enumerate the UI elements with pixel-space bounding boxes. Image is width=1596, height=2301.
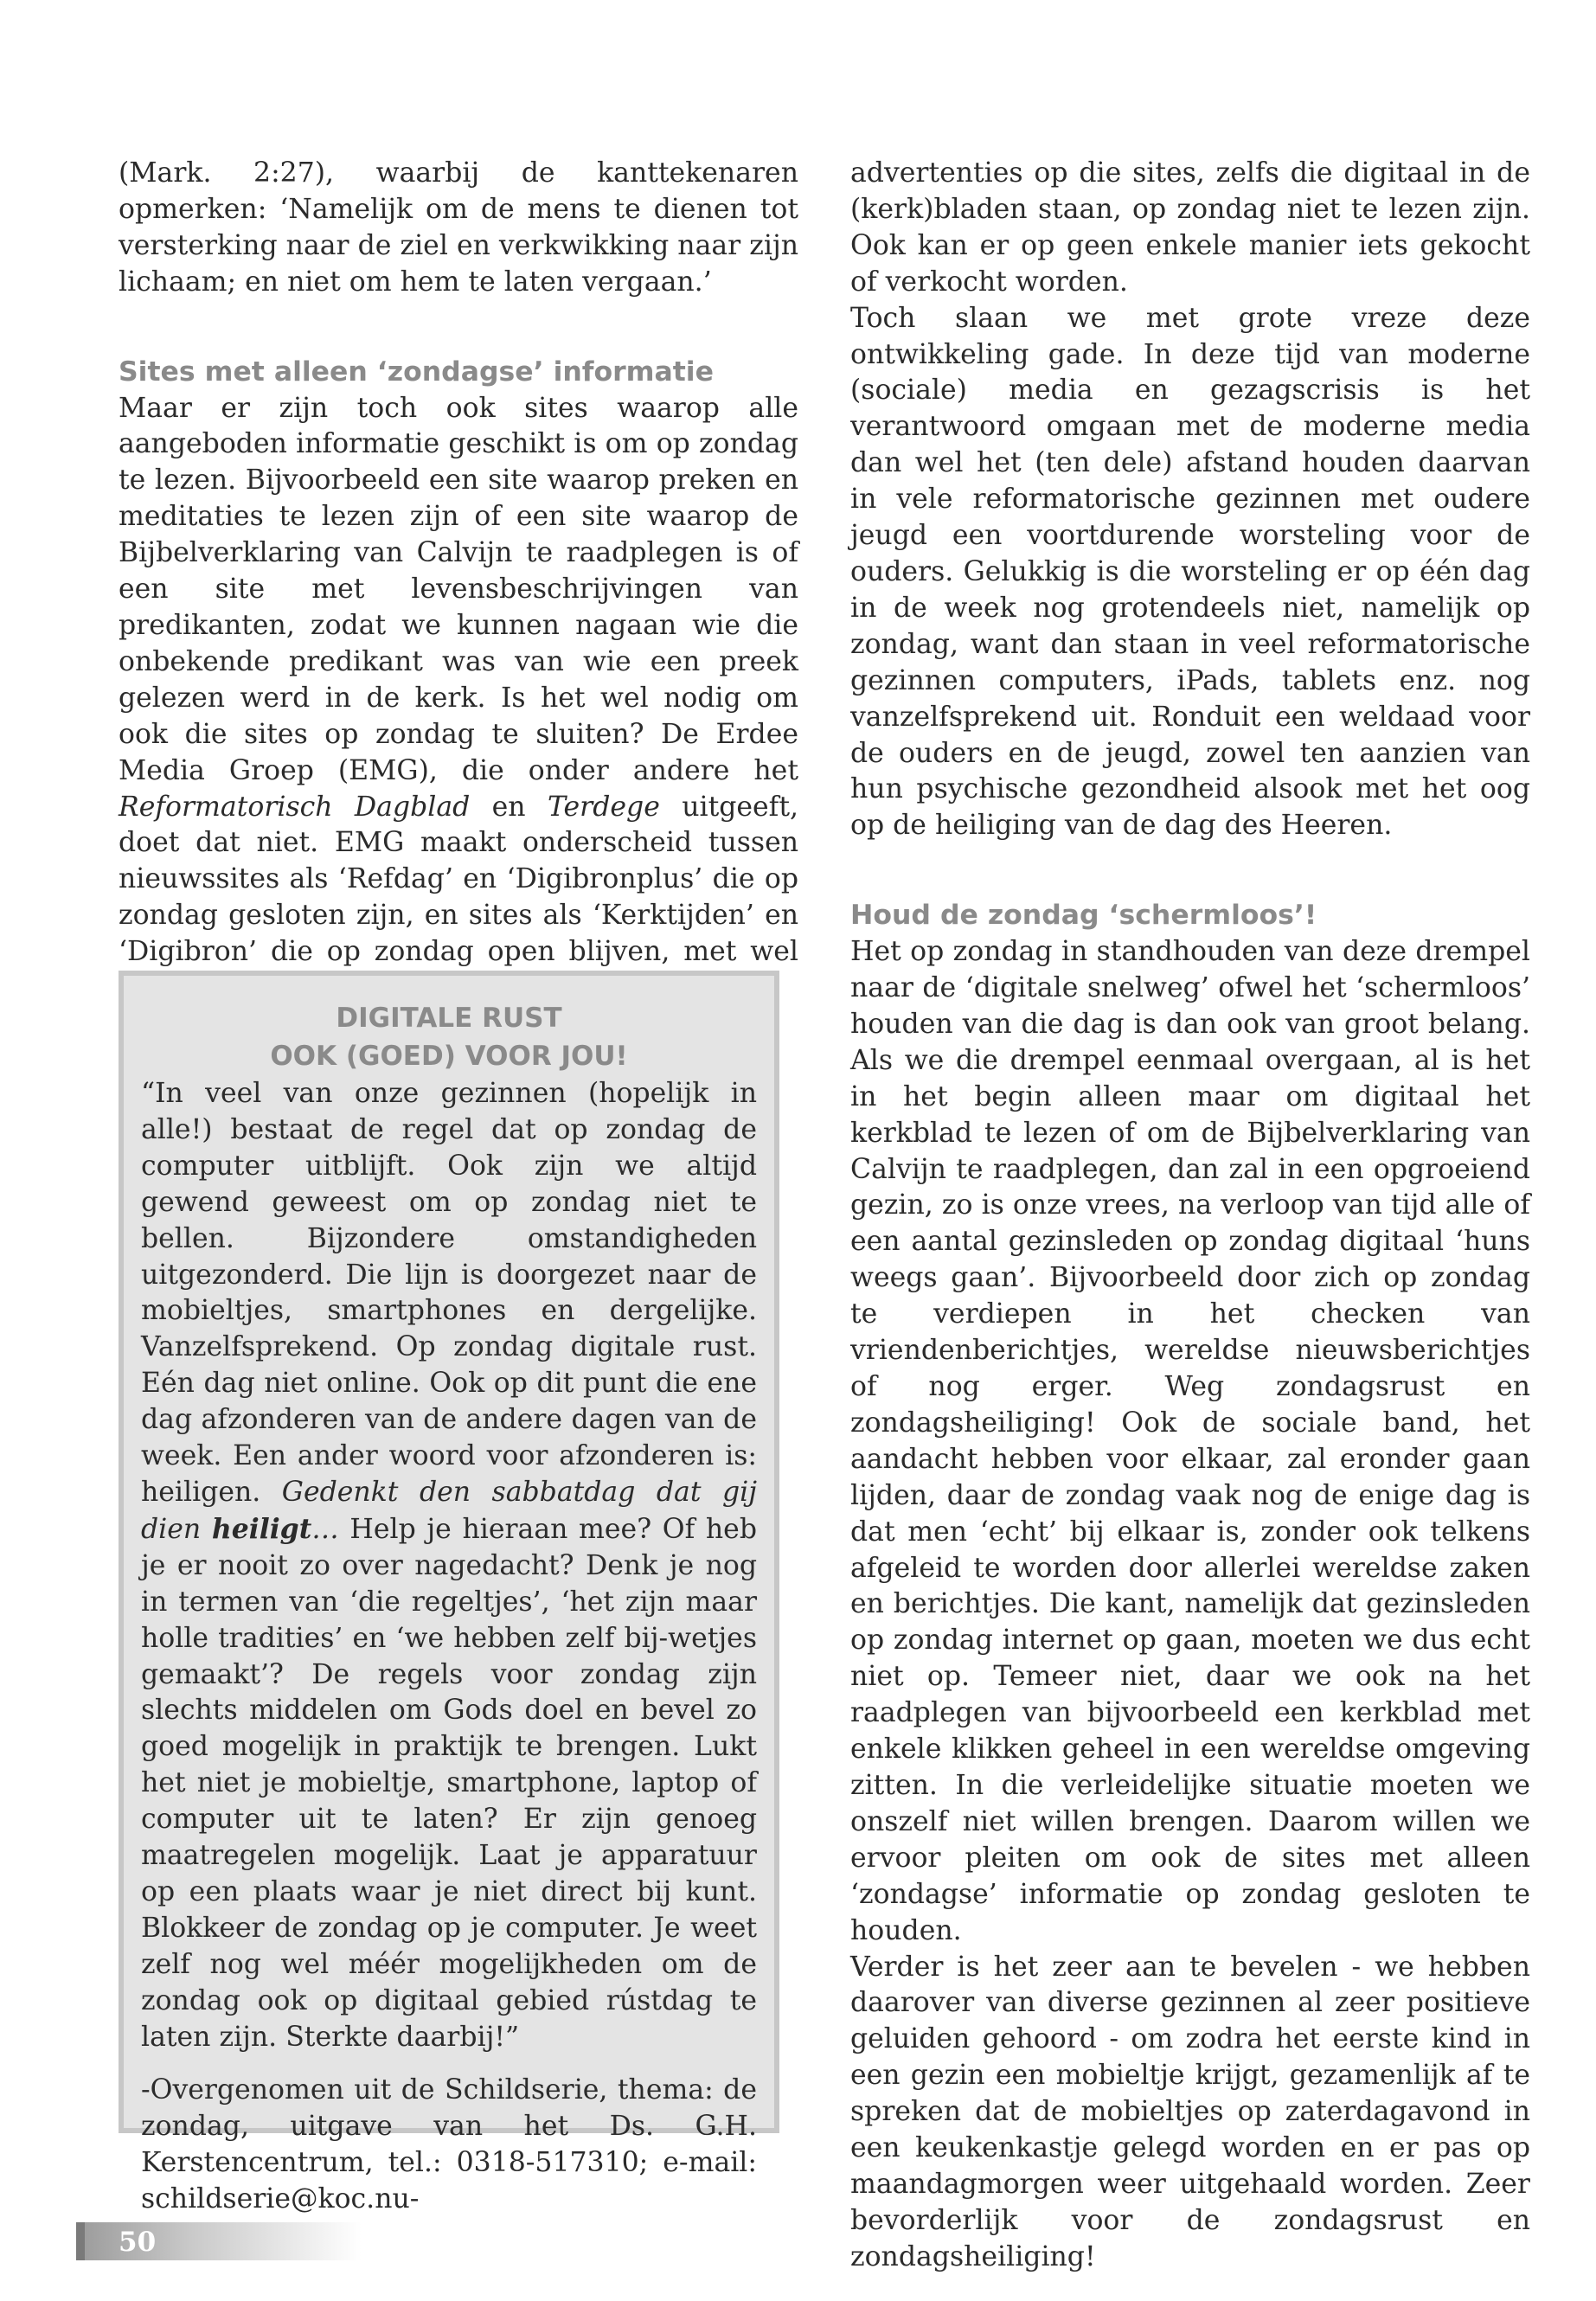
left-body-text-1: Maar er zijn toch ook sites waarop alle aangeboden informatie geschikt is om op zondag te lezen. Bijvoorbeeld een site waarop preken en meditaties te lezen zijn of een site waarop de Bijbelverklaring van Calvijn te raadplegen is of een site met levensbeschrijvingen van predikanten, zodat we kunnen nagaan wie die onbekende predikant was van wie een preek gelezen werd in de kerk. Is het wel nodig om ook die sites op zondag te sluiten? De Erdee Media Groep (EMG), die onder andere het bbox=[119, 392, 798, 786]
italic-terdege: Terdege bbox=[547, 791, 660, 823]
box-quote-paragraph bbox=[141, 1076, 757, 2055]
box-quote-bold-italic: heiligt bbox=[211, 1512, 312, 1545]
left-body-text-3: uitgeeft, doet dat niet. EMG maakt onderscheid tussen nieuwssites als ‘Refdag’ en ‘Digibronplus’ die op zondag gesloten zijn, en sites als ‘Kerktijden’ en ‘Digibron’ die op zondag open blijven, met wel bbox=[119, 791, 799, 968]
left-intro-paragraph: (Mark. 2:27), waarbij de kanttekenaren opmerken: ‘Namelijk om de mens te dienen tot versterking naar de ziel en verkwikking naar zijn lichaam; en niet om hem te laten vergaan.’ bbox=[119, 157, 798, 298]
sidebar-box-digitale-rust bbox=[119, 971, 779, 2215]
box-quote-italic: Gedenkt den sabbatdag dat gij dien bbox=[141, 1476, 757, 1545]
box-quote-ellipsis: … bbox=[311, 1513, 339, 1545]
right-paragraph-3: Het op zondag in standhouden van deze drempel naar de ‘digitale snelweg’ ofwel het ‘schermloos’ houden van die dag is dan ook van groot belang. Als we die drempel eenmaal overgaan, al is het in het begin alleen maar om digitaal het kerkblad te lezen of om de Bijbelverklaring van Calvijn te raadplegen, dan zal in een opgroeiend gezin, zo is onze vrees, na verloop van tijd alle of een aantal gezinsleden op zondag digitaal ‘huns weegs gaan’. Bijvoorbeeld door zich op zondag te verdiepen in het checken van vriendenberichtjes, wereldse nieuwsberichtjes of nog erger. Weg zondagsrust en zondagsheiliging! Ook de sociale band, het aandacht hebben voor elkaar, zal eronder gaan lijden, daar de zondag vaak nog de enige dag is dat men ‘echt’ bij elkaar is, zonder ook telkens afgeleid te worden door allerlei wereldse zaken en berichtjes. Die kant, namelijk dat gezinsleden op zondag internet op gaan, moeten we dus echt niet op. Temeer niet, daar we ook na het raadplegen van bijvoorbeeld een kerkblad met enkele klikken geheel in een wereldse omgeving zitten. In die verleidelijke situatie moeten we onszelf niet willen brengen. Daarom willen we ervoor pleiten om ook de sites met alleen ‘zondagse’ informatie op zondag gesloten te houden. bbox=[850, 936, 1530, 1946]
page-number: 50 bbox=[119, 2227, 157, 2258]
box-credit-paragraph: -Overgenomen uit de Schildserie, thema: de zondag, uitgave van het Ds. G.H. Kerstencentrum, tel.: 0318-517310; e-mail: schildserie@koc.nu- bbox=[141, 2074, 757, 2215]
italic-reformatorisch-dagblad: Reformatorisch Dagblad bbox=[119, 791, 471, 823]
left-body-text-2: en bbox=[470, 791, 548, 823]
section-heading-zondagse-informatie: Sites met alleen ‘zondagse’ informatie bbox=[119, 356, 714, 388]
right-column bbox=[850, 156, 1530, 2276]
footer-bar-mark bbox=[76, 2222, 85, 2260]
right-paragraph-4: Verder is het zeer aan te bevelen - we hebben daarover van diverse gezinnen al zeer positieve geluiden gehoord - om zodra het eerste kind in een gezin een mobieltje krijgt, gezamenlijk af te spreken dat de mobieltjes op zaterdagavond in een keukenkastje gelegd worden en er pas op maandagmorgen weer uitgehaald worden. Zeer bevorderlijk voor de zondagsrust en zondagsheiliging! bbox=[850, 1951, 1530, 2272]
box-title-line-2: OOK (GOED) VOOR JOU! bbox=[270, 1041, 628, 1072]
left-column bbox=[119, 156, 798, 1007]
section-heading-schermloos: Houd de zondag ‘schermloos’! bbox=[850, 900, 1317, 932]
box-title-line-1: DIGITALE RUST bbox=[336, 1003, 562, 1034]
box-quote-text-1: “In veel van onze gezinnen (hopelijk in alle!) bestaat de regel dat op zondag de computer uitblijft. Ook zijn we altijd gewend geweest om op zondag niet te bellen. Bijzondere omstandigheden uitgezonderd. Die lijn is doorgezet naar de mobieltjes, smartphones en dergelijke. Vanzelfsprekend. Op zondag digitale rust. Eén dag niet online. Ook op dit punt die ene dag afzonderen van de andere dagen van de week. Een ander woord voor afzonderen is: heiligen. bbox=[141, 1078, 757, 1508]
box-quote-text-2: Help je hieraan mee? Of heb je er nooit zo over nagedacht? Denk je nog in termen van ‘die regeltjes’, ‘het zijn maar holle tradities’ en ‘we hebben zelf bij-wetjes gemaakt’? De regels voor zondag zijn slechts middelen om Gods doel en bevel zo goed mogelijk in praktijk te brengen. Lukt het niet je mobieltje, smartphone, laptop of computer uit te laten? Er zijn genoeg maatregelen mogelijk. Laat je apparatuur op een plaats waar je niet direct bij kunt. Blokkeer de zondag op je computer. Je weet zelf nog wel méér mogelijkheden om de zondag ook op digitaal gebied rústdag te laten zijn. Sterkte daarbij!” bbox=[141, 1513, 757, 2053]
left-body-paragraph bbox=[119, 391, 798, 1007]
right-paragraph-2: Toch slaan we met grote vreze deze ontwikkeling gade. In deze tijd van moderne (sociale) media en gezagscrisis is het verantwoord omgaan met de moderne media dan wel het (ten dele) afstand houden daarvan in vele reformatorische gezinnen met oudere jeugd een voortdurende worsteling voor de ouders. Gelukkig is die worsteling er op één dag in de week nog grotendeels niet, namelijk op zondag, want dan staan in veel reformatorische gezinnen computers, iPads, tablets enz. nog vanzelfsprekend uit. Ronduit een weldaad voor de ouders en de jeugd, zowel ten aanzien van hun psychische gezondheid alsook met het oog op de heiliging van de dag des Heeren. bbox=[850, 302, 1530, 842]
right-paragraph-1: advertenties op die sites, zelfs die digitaal in de (kerk)bladen staan, op zondag niet te lezen zijn. Ook kan er op geen enkele manier iets gekocht of verkocht worden. bbox=[850, 157, 1530, 298]
